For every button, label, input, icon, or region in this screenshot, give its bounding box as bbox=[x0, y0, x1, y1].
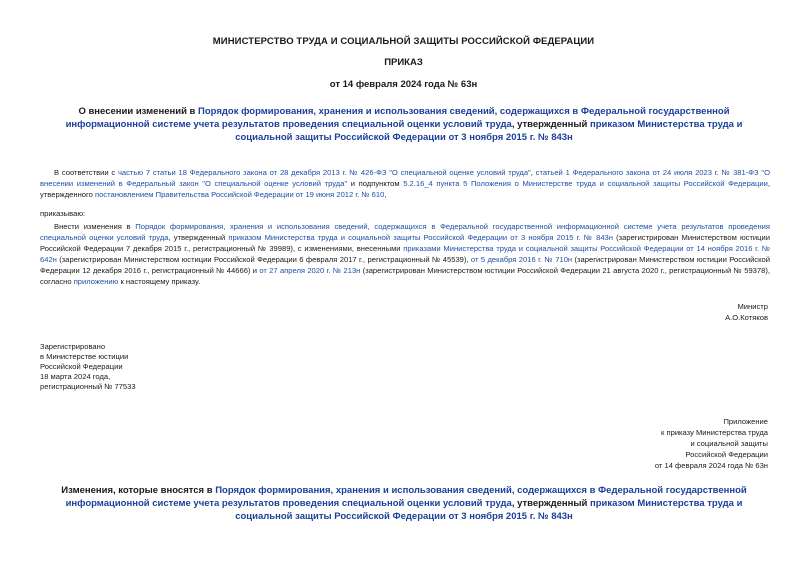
document-type: ПРИКАЗ bbox=[384, 57, 423, 68]
appendix-block bbox=[655, 416, 768, 471]
order-word: приказываю: bbox=[40, 209, 86, 218]
preamble-paragraph bbox=[40, 167, 770, 200]
registration-line: регистрационный № 77533 bbox=[40, 382, 136, 391]
appendix-line: к приказу Министерства труда bbox=[661, 428, 768, 437]
signature-block bbox=[725, 301, 768, 323]
appendix-line: Приложение bbox=[723, 417, 768, 426]
signatory-position: Министр bbox=[737, 302, 768, 311]
link-resolution-610[interactable]: постановлением Правительства Российской Федерации от 19 июня 2012 г. № 610 bbox=[94, 190, 385, 199]
document-title bbox=[40, 105, 768, 144]
changes-heading bbox=[40, 484, 768, 523]
preamble-text: , bbox=[384, 190, 387, 199]
main-paragraph bbox=[40, 221, 770, 287]
changes-link-procedure[interactable]: Порядок формирования, хранения и использования сведений, содержащихся в Федеральной государственной информационной системе учета результатов проведения специальной оценки условий труда bbox=[65, 485, 747, 509]
preamble-text: , утвержденного bbox=[40, 179, 770, 199]
preamble-text: В соответствии с bbox=[54, 168, 118, 177]
registration-line: Российской Федерации bbox=[40, 362, 123, 371]
main-text: (зарегистрирован Министерством юстиции Российской Федерации 7 декабря 2015 г., регистрационный № 39989), с изменениями, внесенными bbox=[40, 233, 771, 253]
document-date-number: от 14 февраля 2024 года № 63н bbox=[329, 79, 478, 90]
changes-middle: , утвержденный bbox=[511, 498, 590, 509]
link-order-213n[interactable]: от 27 апреля 2020 г. № 213н bbox=[259, 266, 361, 275]
registration-line: в Министерстве юстиции bbox=[40, 352, 129, 361]
link-order-843n[interactable]: приказом Министерства труда и социальной защиты Российской Федерации от 3 ноября 2015 г. № 843н bbox=[228, 233, 613, 242]
signatory-name: А.О.Котяков bbox=[725, 313, 768, 322]
main-text: , утвержденный bbox=[168, 233, 229, 242]
registration-block bbox=[40, 342, 136, 392]
link-appendix[interactable]: приложению bbox=[73, 277, 119, 286]
changes-link-order-843n[interactable]: приказом Министерства труда и социальной защиты Российской Федерации от 3 ноября 2015 г. № 843н bbox=[235, 498, 743, 522]
main-text: Внести изменения в bbox=[54, 222, 136, 231]
appendix-line: от 14 февраля 2024 года № 63н bbox=[654, 461, 768, 470]
main-text: (зарегистрирован Министерством юстиции Российской Федерации 6 февраля 2017 г., регистрационный № 45539), bbox=[56, 255, 471, 264]
main-text: к настоящему приказу. bbox=[118, 277, 201, 286]
title-prefix: О внесении изменений в bbox=[78, 106, 199, 117]
appendix-line: Российской Федерации bbox=[685, 450, 768, 459]
registration-line: Зарегистрировано bbox=[40, 342, 106, 351]
changes-prefix: Изменения, которые вносятся в bbox=[61, 485, 216, 496]
link-regulation-5-2-16[interactable]: 5.2.16_4 пункта 5 Положения о Министерстве труда и социальной защиты Российской Федерации bbox=[403, 179, 768, 188]
appendix-line: и социальной защиты bbox=[690, 439, 768, 448]
preamble-text: и подпунктом bbox=[347, 179, 404, 188]
link-procedure[interactable]: Порядок формирования, хранения и использования сведений, содержащихся в Федеральной государственной информационной системе учета результатов проведения специальной оценки условий труда bbox=[40, 222, 771, 242]
registration-line: 18 марта 2024 года, bbox=[40, 372, 111, 381]
title-middle: , утвержденный bbox=[511, 119, 590, 130]
link-order-710n[interactable]: от 5 декабря 2016 г. № 710н bbox=[470, 255, 573, 264]
link-381-fz[interactable]: статьей 1 Федерального закона от 24 июля 2023 г. № 381-ФЗ "О внесении изменений в Федеральный закон "О специальной оценке условий труда" bbox=[40, 168, 771, 188]
ministry-heading: МИНИСТЕРСТВО ТРУДА И СОЦИАЛЬНОЙ ЗАЩИТЫ РОССИЙСКОЙ ФЕДЕРАЦИИ bbox=[212, 36, 595, 47]
main-text: (зарегистрирован Министерством юстиции Российской Федерации 12 декабря 2016 г., регистрационный № 44666) и bbox=[40, 255, 770, 275]
title-link-procedure[interactable]: Порядок формирования, хранения и использования сведений, содержащихся в Федеральной государственной информационной системе учета результатов проведения специальной оценки условий труда bbox=[65, 106, 730, 130]
preamble-text: , bbox=[530, 168, 536, 177]
main-text: (зарегистрирован Министерством юстиции Российской Федерации 21 августа 2020 г., регистрационный № 59378), согласно bbox=[40, 266, 770, 286]
link-426-fz[interactable]: частью 7 статьи 18 Федерального закона от 28 декабря 2013 г. № 426-ФЗ "О специальной оценке условий труда" bbox=[117, 168, 531, 177]
link-order-642n[interactable]: приказами Министерства труда и социальной защиты Российской Федерации от 14 ноября 2016 г. № 642н bbox=[40, 244, 770, 264]
title-link-order-843n[interactable]: приказом Министерства труда и социальной защиты Российской Федерации от 3 ноября 2015 г. № 843н bbox=[235, 119, 743, 143]
